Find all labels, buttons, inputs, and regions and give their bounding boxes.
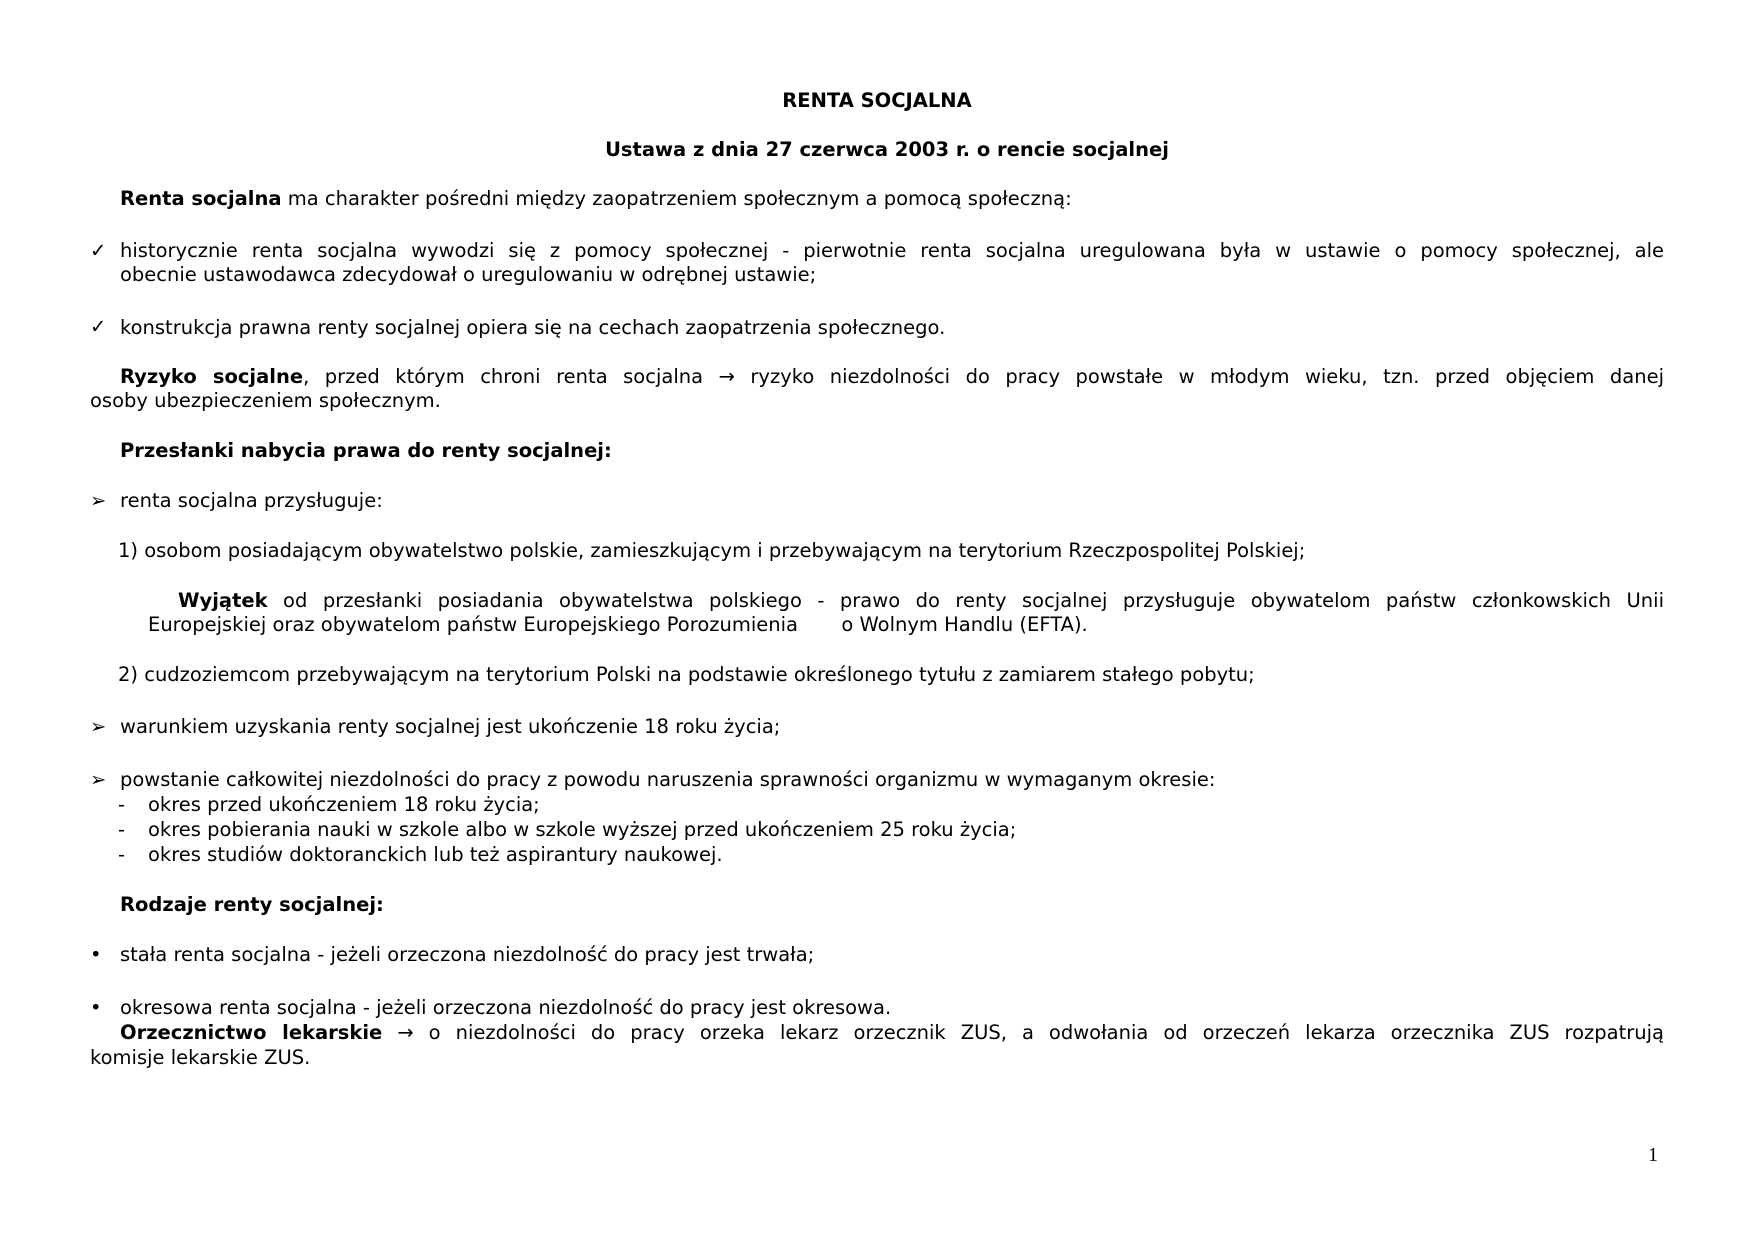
arrow-bullet-icon: ➢ <box>90 715 107 738</box>
type-1: stała renta socjalna - jeżeli orzeczona niezdolność do pracy jest trwała; <box>120 943 815 966</box>
risk-paragraph-line2: osoby ubezpieczeniem społecznym. <box>90 389 441 412</box>
bullet-icon: • <box>90 996 102 1019</box>
checkmark-icon: ✓ <box>90 315 107 338</box>
exception-line1: Wyjątek od przesłanki posiadania obywatelstwa polskiego - prawo do renty socjalnej przysługuje obywatelom państw członkowskich Unii <box>178 589 1664 612</box>
page-title: RENTA SOCJALNA <box>782 89 972 112</box>
arrow-bullet-icon: ➢ <box>90 489 107 512</box>
condition-1: renta socjalna przysługuje: <box>120 489 383 512</box>
condition-3-period-2: okres pobierania nauki w szkole albo w szkole wyższej przed ukończeniem 25 roku życia; <box>148 818 1017 841</box>
conditions-heading: Przesłanki nabycia prawa do renty socjalnej: <box>120 439 612 462</box>
condition-3-period-3: okres studiów doktoranckich lub też aspirantury naukowej. <box>148 843 723 866</box>
condition-2: warunkiem uzyskania renty socjalnej jest ukończenie 18 roku życia; <box>120 715 781 738</box>
exception-line2: Europejskiej oraz obywatelom państw Europejskiego Porozumienia o Wolnym Handlu (EFTA). <box>148 613 1088 636</box>
types-heading: Rodzaje renty socjalnej: <box>120 893 384 916</box>
condition-3: powstanie całkowitej niezdolności do pracy z powodu naruszenia sprawności organizmu w wymaganym okresie: <box>120 768 1216 791</box>
condition-3-period-1: okres przed ukończeniem 18 roku życia; <box>148 793 540 816</box>
arrow-bullet-icon: ➢ <box>90 768 107 791</box>
condition-1-sub2: 2) cudzoziemcom przebywającym na terytorium Polski na podstawie określonego tytułu z zamiarem stałego pobytu; <box>118 663 1255 686</box>
type-2: okresowa renta socjalna - jeżeli orzeczona niezdolność do pracy jest okresowa. <box>120 996 892 1019</box>
check-item-2: konstrukcja prawna renty socjalnej opiera się na cechach zaopatrzenia społecznego. <box>120 316 946 339</box>
dash-bullet: - <box>118 793 126 816</box>
checkmark-icon: ✓ <box>90 239 107 262</box>
medical-line1: Orzecznictwo lekarskie → o niezdolności do pracy orzeka lekarz orzecznik ZUS, a odwołania od orzeczeń lekarza orzecznika ZUS rozpatrują <box>120 1021 1664 1044</box>
intro-paragraph: Renta socjalna ma charakter pośredni między zaopatrzeniem społecznym a pomocą społeczną: <box>120 187 1072 210</box>
medical-line2: komisje lekarskie ZUS. <box>90 1046 311 1069</box>
bullet-icon: • <box>90 943 102 966</box>
check-item-1-line2: obecnie ustawodawca zdecydował o uregulowaniu w odrębnej ustawie; <box>120 263 817 286</box>
risk-paragraph-line1: Ryzyko socjalne, przed którym chroni renta socjalna → ryzyko niezdolności do pracy powstałe w młodym wieku, tzn. przed objęciem danej <box>120 365 1664 388</box>
dash-bullet: - <box>118 818 126 841</box>
check-item-1-line1: historycznie renta socjalna wywodzi się z pomocy społecznej - pierwotnie renta socjalna uregulowana była w ustawie o pomocy społecznej, ale <box>120 239 1664 262</box>
condition-1-sub1: 1) osobom posiadającym obywatelstwo polskie, zamieszkującym i przebywającym na terytorium Rzeczpospolitej Polskiej; <box>118 539 1306 562</box>
dash-bullet: - <box>118 843 126 866</box>
page-number: 1 <box>1648 1144 1658 1166</box>
page-subtitle: Ustawa z dnia 27 czerwca 2003 r. o rencie socjalnej <box>605 138 1169 161</box>
